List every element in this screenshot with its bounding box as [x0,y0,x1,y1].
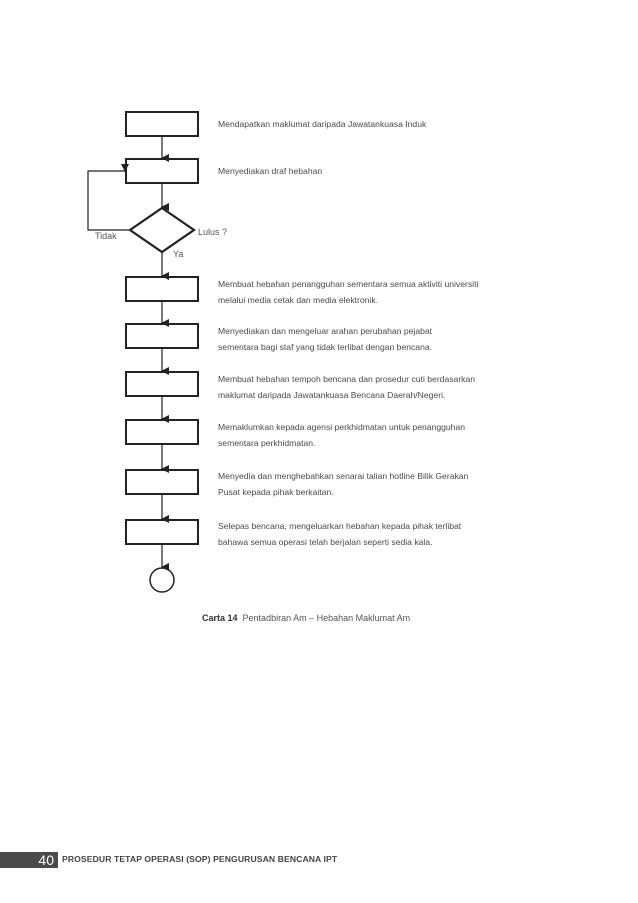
step-2-text: Menyediakan draf hebahan [218,166,323,176]
decision-yes-label: Ya [173,249,184,259]
footer-title: PROSEDUR TETAP OPERASI (SOP) PENGURUSAN BENCANA IPT [62,854,338,864]
step-8-text: Selepas bencana, mengeluarkan hebahan kepada pihak terlibat bahawa semua operasi telah berjalan seperti sedia kala. [218,521,462,547]
caption-text: Pentadbiran Am – Hebahan Maklumat Am [242,613,411,623]
step-5-text: Membuat hebahan tempoh bencana dan prosedur cuti berdasarkan maklumat daripada Jawatankuasa Bencana Daerah/Negeri. [218,374,476,400]
process-box-7 [126,470,198,494]
process-box-5 [126,372,198,396]
step-4-text: Menyediakan dan mengeluar arahan perubahan pejabat sementara bagi staf yang tidak terlibat dengan bencana. [218,326,433,352]
process-box-8 [126,520,198,544]
decision-diamond [130,208,194,252]
chart-caption [202,613,410,623]
process-box-2 [126,159,198,183]
process-box-3 [126,277,198,301]
step-6-text: Memaklumkan kepada agensi perkhidmatan untuk penangguhan sementara perkhidmatan. [218,422,465,448]
process-box-6 [126,420,198,444]
caption-number: Carta 14 [202,613,238,623]
process-box-4 [126,324,198,348]
page-number: 40 [0,852,58,868]
page-footer [0,852,638,868]
step-7-text: Menyedia dan menghebahkan senarai talian hotline Bilik Gerakan Pusat kepada pihak berkaitan. [218,471,469,497]
step-3-text: Membuat hebahan penangguhan sementara semua aktiviti universiti melalui media cetak dan media elektronik. [218,279,479,305]
decision-question: Lulus ? [198,227,228,237]
step-1-text: Mendapatkan maklumat daripada Jawatankuasa Induk [218,119,427,129]
decision-no-label: Tidak [95,231,117,241]
loop-back-tidak [88,171,130,230]
process-box-1 [126,112,198,136]
end-terminator [150,568,174,592]
